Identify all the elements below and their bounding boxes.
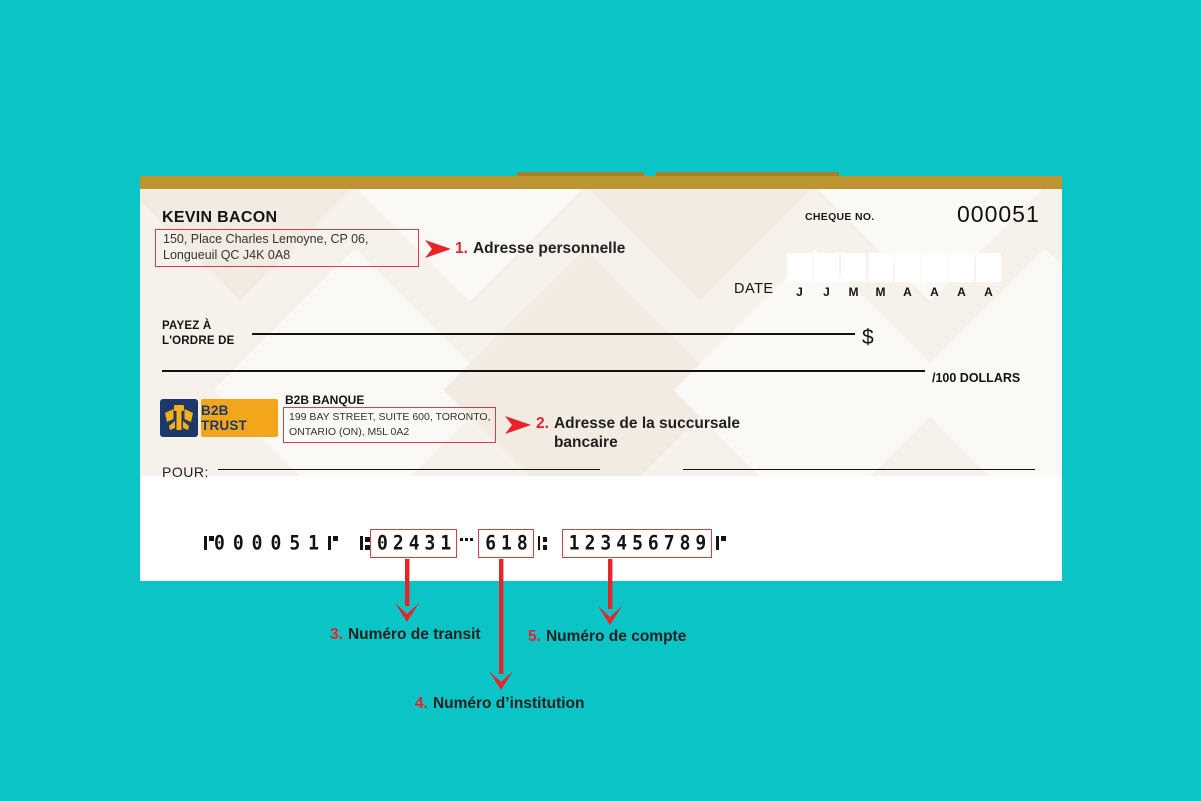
annotation-number: 4. — [415, 695, 428, 712]
gold-top-bar — [140, 176, 1062, 189]
amount-fraction-label: /100 DOLLARS — [932, 371, 1021, 385]
bank-address-line2: ONTARIO (ON), M5L 0A2 — [289, 426, 410, 438]
micr-transit-symbol — [537, 534, 548, 552]
payee-label-line1: PAYEZ À — [162, 320, 212, 332]
annotation-number: 1. — [455, 240, 468, 257]
date-label: DATE — [734, 281, 774, 297]
laurentian-leaf-icon — [160, 399, 198, 437]
annotation-number: 5. — [528, 628, 541, 645]
date-box — [922, 253, 947, 282]
payor-address-line1: 150, Place Charles Lemoyne, CP 06, — [163, 232, 369, 246]
annotation-branch-address — [536, 414, 754, 452]
b2b-trust-logo-icon — [160, 399, 198, 437]
dollar-sign: $ — [862, 326, 874, 349]
red-down-arrow-icon — [488, 559, 514, 690]
micr-institution-box — [478, 529, 534, 558]
micr-institution-number: 618 — [485, 531, 533, 555]
payee-line — [252, 333, 855, 335]
annotation-institution-number — [415, 694, 584, 713]
annotation-text: Numéro de compte — [545, 628, 687, 645]
cheque-number-value: 000051 — [957, 201, 1040, 227]
date-box — [841, 253, 866, 282]
date-letter: A — [984, 285, 993, 299]
date-letter: J — [823, 285, 830, 299]
annotation-text: Numéro de transit — [347, 626, 481, 643]
micr-line — [203, 527, 726, 559]
micr-account-box — [562, 529, 713, 558]
annotation-personal-address — [455, 239, 625, 258]
date-box — [814, 253, 839, 282]
payor-name: KEVIN BACON — [162, 209, 278, 226]
annotation-number: 2. — [536, 415, 549, 432]
payee-label — [162, 319, 234, 348]
memo-line — [218, 469, 600, 470]
payor-address-box — [155, 229, 419, 267]
micr-dash-symbol — [460, 534, 475, 552]
signature-line — [683, 469, 1035, 470]
micr-onus-symbol — [203, 534, 214, 552]
date-box — [976, 253, 1001, 282]
red-down-arrow-icon — [394, 559, 420, 622]
red-right-arrow-icon — [505, 416, 531, 434]
date-entry-boxes — [787, 253, 1001, 282]
micr-account-number: 123456789 — [568, 531, 712, 555]
payee-label-line2: L'ORDRE DE — [162, 334, 235, 347]
red-right-arrow-icon — [425, 240, 451, 258]
payor-address-line2: Longueuil QC J4K 0A8 — [163, 247, 291, 262]
date-letter: J — [796, 285, 803, 299]
date-format-letters — [787, 285, 1001, 299]
micr-onus-symbol — [327, 534, 338, 552]
date-box — [895, 253, 920, 282]
amount-line — [162, 370, 925, 372]
memo-label: POUR: — [162, 464, 209, 480]
bank-address-line1: 199 BAY STREET, SUITE 600, TORONTO, — [289, 411, 491, 423]
bank-name: B2B BANQUE — [285, 393, 365, 407]
annotation-text: Adresse personnelle — [472, 240, 626, 257]
micr-onus-symbol — [715, 534, 726, 552]
annotation-number: 3. — [330, 626, 343, 643]
date-letter: A — [903, 285, 912, 299]
micr-transit-number: 02431 — [377, 531, 457, 555]
bank-address-box — [283, 407, 496, 443]
micr-transit-box — [370, 529, 457, 558]
annotation-text: Adresse de la succursale bancaire — [553, 415, 741, 451]
cheque — [140, 176, 1062, 581]
annotation-transit-number — [330, 625, 481, 644]
annotation-account-number — [528, 627, 686, 646]
date-box — [949, 253, 974, 282]
date-letter: M — [848, 285, 859, 299]
date-letter: M — [875, 285, 886, 299]
b2b-trust-wordmark: B2B TRUST — [201, 399, 278, 437]
annotation-text: Numéro d’institution — [432, 695, 585, 712]
micr-transit-symbol — [359, 534, 370, 552]
date-box — [868, 253, 893, 282]
micr-cheque-number: 000051 — [214, 531, 328, 555]
red-down-arrow-icon — [597, 559, 623, 625]
cheque-number-label: CHEQUE NO. — [805, 211, 875, 223]
date-box — [787, 253, 812, 282]
date-letter: A — [930, 285, 939, 299]
date-letter: A — [957, 285, 966, 299]
